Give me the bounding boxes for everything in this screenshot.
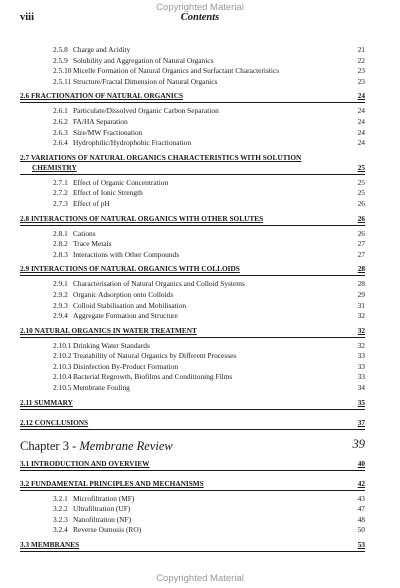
toc-number: 2.9.4	[53, 311, 68, 321]
toc-subsection	[20, 199, 365, 210]
toc-subsection	[20, 290, 365, 301]
toc-page: 23	[357, 76, 365, 86]
toc-page: 33	[357, 372, 365, 382]
toc-subsection	[20, 250, 365, 261]
toc-title: Bacterial Regrowth, Biofilms and Conditioning Films	[73, 372, 233, 382]
toc-page: 23	[357, 66, 365, 76]
toc-number: 2.9.3	[53, 300, 68, 310]
toc-page: 37	[357, 417, 365, 427]
toc-title: Drinking Water Standards	[73, 340, 150, 350]
toc-title: Membrane Fouling	[73, 383, 130, 393]
toc-section	[20, 459, 365, 471]
toc-subsection	[20, 504, 365, 515]
toc-page: 21	[357, 45, 365, 54]
chapter-title	[20, 439, 173, 453]
toc-subsection	[20, 66, 365, 77]
toc-page: 47	[357, 504, 365, 514]
toc-section-title: 2.11 SUMMARY	[20, 397, 73, 407]
toc-section	[20, 91, 365, 103]
toc-section-title: 3.2 FUNDAMENTAL PRINCIPLES AND MECHANISMS	[20, 478, 204, 488]
watermark-bottom: Copyrighted Material	[156, 573, 244, 584]
toc-subsection	[20, 56, 365, 67]
toc-subsection	[20, 45, 365, 56]
toc-page: 35	[357, 397, 365, 407]
toc-section	[20, 540, 365, 552]
toc-page: 27	[357, 239, 365, 249]
toc-number: 2.8.3	[53, 249, 68, 259]
chapter-heading	[20, 437, 365, 455]
toc-page: 32	[357, 311, 365, 321]
toc-subsection	[20, 188, 365, 199]
toc-section-title: 2.7 VARIATIONS OF NATURAL ORGANICS CHARACTERISTICS WITH SOLUTION	[20, 152, 302, 162]
toc-subsection	[20, 77, 365, 88]
toc-subsection	[20, 525, 365, 536]
toc-title: Disinfection By-Product Formation	[73, 361, 179, 371]
toc-subsection	[20, 311, 365, 322]
toc-page: 42	[357, 478, 365, 488]
toc-subsection	[20, 372, 365, 383]
toc-number: 2.10.4	[53, 372, 72, 382]
toc-subsection	[20, 341, 365, 352]
toc-page: 32	[357, 340, 365, 350]
toc-number: 2.9.1	[53, 279, 68, 289]
toc-number: 3.2.2	[53, 504, 68, 514]
toc-page: 31	[357, 300, 365, 310]
toc-page: 43	[357, 493, 365, 503]
toc-subsection	[20, 138, 365, 149]
table-of-contents	[20, 45, 365, 555]
toc-subsection	[20, 178, 365, 189]
toc-section	[20, 418, 365, 430]
toc-page: 25	[357, 177, 365, 187]
toc-number: 2.10.1	[53, 340, 72, 350]
toc-title: Size/MW Fractionation	[73, 127, 143, 137]
toc-title: Charge and Acidity	[73, 45, 131, 54]
toc-section-title: 3.3 MEMBRANES	[20, 540, 80, 550]
toc-page: 28	[357, 279, 365, 289]
toc-title: Cations	[73, 228, 96, 238]
running-title: Contents	[180, 12, 220, 23]
toc-title: Organic Adsorption onto Colloids	[73, 289, 174, 299]
toc-number: 2.5.8	[53, 45, 68, 54]
chapter-page: 39	[352, 436, 365, 451]
toc-subsection	[20, 279, 365, 290]
chapter-title-prefix: Chapter 3 -	[20, 438, 80, 453]
toc-number: 2.5.9	[53, 55, 68, 65]
toc-page: 26	[357, 213, 365, 223]
toc-section	[20, 264, 365, 276]
toc-number: 2.10.2	[53, 351, 72, 361]
toc-number: 2.10.3	[53, 361, 72, 371]
toc-page: 50	[357, 525, 365, 535]
toc-number: 2.6.2	[53, 116, 68, 126]
toc-section-title: 3.1 INTRODUCTION AND OVERVIEW	[20, 458, 150, 468]
toc-subsection	[20, 239, 365, 250]
watermark-top: Copyrighted Material	[156, 2, 244, 13]
toc-title: Microfiltration (MF)	[73, 493, 135, 503]
toc-title: Interactions with Other Compounds	[73, 249, 180, 259]
toc-title: Structure/Fractal Dimension of Natural Organics	[73, 76, 218, 86]
toc-subsection	[20, 351, 365, 362]
toc-title: Effect of Ionic Strength	[73, 188, 143, 198]
toc-page: 24	[357, 127, 365, 137]
toc-page: 48	[357, 514, 365, 524]
toc-section	[20, 398, 365, 410]
toc-number: 2.8.1	[53, 228, 68, 238]
toc-page: 40	[357, 458, 365, 468]
toc-title: Hydrophilic/Hydrophobic Fractionation	[73, 138, 192, 148]
toc-title: Characterisation of Natural Organics and Colloid Systems	[73, 279, 245, 289]
page-number: viii	[20, 12, 35, 23]
toc-title: Effect of Organic Concentration	[73, 177, 169, 187]
toc-page: 29	[357, 289, 365, 299]
toc-number: 2.6.3	[53, 127, 68, 137]
toc-section-title: 2.10 NATURAL ORGANICS IN WATER TREATMENT	[20, 325, 197, 335]
toc-number: 2.7.2	[53, 188, 68, 198]
toc-subsection	[20, 383, 365, 394]
toc-number: 2.7.3	[53, 198, 68, 208]
toc-section	[20, 326, 365, 338]
page-header	[20, 12, 380, 26]
toc-title: Particulate/Dissolved Organic Carbon Separation	[73, 106, 219, 116]
toc-number: 2.5.10	[53, 66, 72, 76]
toc-number: 2.6.4	[53, 138, 68, 148]
toc-section-title: 2.6 FRACTIONATION OF NATURAL ORGANICS	[20, 91, 184, 101]
toc-title: Reverse Osmosis (RO)	[73, 525, 142, 535]
toc-section-title: 2.8 INTERACTIONS OF NATURAL ORGANICS WITH OTHER SOLUTES	[20, 213, 264, 223]
toc-number: 2.9.2	[53, 289, 68, 299]
toc-title: Treatability of Natural Organics by Different Processes	[73, 351, 237, 361]
toc-page: 34	[357, 383, 365, 393]
toc-title: Effect of pH	[73, 198, 110, 208]
toc-subsection	[20, 515, 365, 526]
toc-page: 28	[357, 264, 365, 274]
toc-page: 24	[357, 106, 365, 116]
toc-number: 2.5.11	[53, 76, 72, 86]
toc-subsection	[20, 362, 365, 373]
toc-number: 2.7.1	[53, 177, 68, 187]
toc-title: Solubility and Aggregation of Natural Organics	[73, 55, 214, 65]
toc-page: 26	[357, 198, 365, 208]
toc-subsection	[20, 494, 365, 505]
toc-section-title: 2.9 INTERACTIONS OF NATURAL ORGANICS WITH COLLOIDS	[20, 264, 240, 274]
toc-number: 3.2.3	[53, 514, 68, 524]
toc-number: 3.2.1	[53, 493, 68, 503]
toc-section-title: 2.12 CONCLUSIONS	[20, 417, 89, 427]
toc-subsection	[20, 301, 365, 312]
toc-title: Colloid Stabilisation and Mobilisation	[73, 300, 187, 310]
toc-title: Trace Metals	[73, 239, 112, 249]
toc-page: 22	[357, 55, 365, 65]
toc-page: 25	[357, 188, 365, 198]
toc-section-title-cont: CHEMISTRY	[32, 162, 77, 172]
toc-page: 24	[357, 138, 365, 148]
toc-number: 2.8.2	[53, 239, 68, 249]
toc-page: 53	[357, 540, 365, 550]
toc-page: 24	[357, 116, 365, 126]
toc-page: 25	[357, 162, 365, 172]
toc-number: 3.2.4	[53, 525, 68, 535]
toc-number: 2.6.1	[53, 106, 68, 116]
toc-page: 24	[357, 91, 365, 101]
toc-number: 2.10.5	[53, 383, 72, 393]
toc-subsection	[20, 229, 365, 240]
toc-subsection	[20, 106, 365, 117]
toc-title: Ultrafiltration (UF)	[73, 504, 131, 514]
toc-title: Nanofiltration (NF)	[73, 514, 132, 524]
toc-subsection	[20, 128, 365, 139]
toc-page: 33	[357, 351, 365, 361]
toc-page: 26	[357, 228, 365, 238]
toc-page: 33	[357, 361, 365, 371]
toc-page: 27	[357, 249, 365, 259]
toc-title: Micelle Formation of Natural Organics and Surfactant Characteristics	[73, 66, 280, 76]
toc-section	[20, 214, 365, 226]
toc-title: FA/HA Separation	[73, 116, 128, 126]
chapter-title-name: Membrane Review	[79, 438, 173, 453]
toc-title: Aggregate Formation and Structure	[73, 311, 178, 321]
toc-section	[20, 153, 365, 175]
toc-page: 32	[357, 325, 365, 335]
toc-section	[20, 479, 365, 491]
toc-subsection	[20, 117, 365, 128]
